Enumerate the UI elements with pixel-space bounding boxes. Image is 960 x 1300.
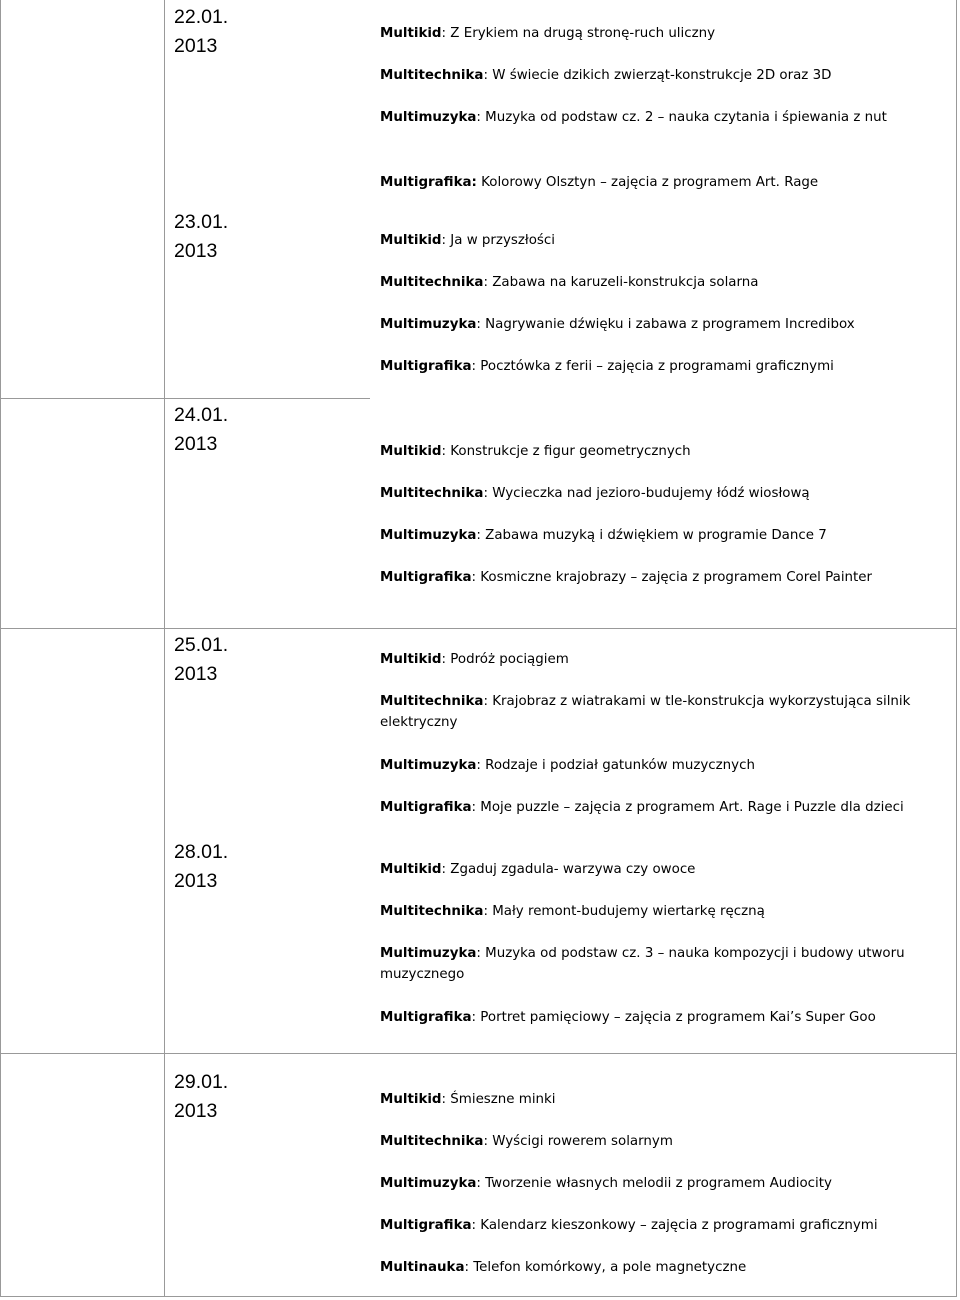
date-year: 2013 [174, 870, 218, 892]
activity-label: Multitechnika [380, 904, 484, 919]
activity-text: Kolorowy Olsztyn – zajęcia z programem Art. Rage [476, 175, 819, 190]
activity-label: Multimuzyka [380, 317, 477, 332]
activity-label: Multikid [380, 652, 442, 667]
activity-label: Multimuzyka [380, 110, 477, 125]
activity-text: : Mały remont-budujemy wiertarkę ręczną [483, 904, 765, 919]
date-day: 24.01. [174, 404, 229, 426]
activity-text: : Zabawa na karuzeli-konstrukcja solarna [483, 275, 759, 290]
activity-label: Multigrafika [380, 570, 472, 585]
activity-text: : Zabawa muzyką i dźwiękiem w programie Dance 7 [476, 528, 827, 543]
activity-label: Multigrafika [380, 1010, 472, 1025]
activity-entry [380, 567, 940, 588]
activity-text: : Rodzaje i podział gatunków muzycznych [476, 758, 755, 773]
activity-text: : Portret pamięciowy – zajęcia z programem Kai’s Super Goo [471, 1010, 876, 1025]
activity-text: : Krajobraz z wiatrakami w tle-konstrukcja wykorzystująca silnik elektryczny [380, 694, 911, 730]
activity-entry [380, 1089, 940, 1110]
activity-label: Multimuzyka [380, 528, 477, 543]
activity-entry [380, 483, 940, 504]
activity-text: : Tworzenie własnych melodii z programem Audiocity [476, 1176, 832, 1191]
activity-text: : Śmieszne minki [441, 1092, 556, 1107]
row-divider [0, 1053, 957, 1054]
activity-text: : Pocztówka z ferii – zajęcia z programami graficznymi [471, 359, 834, 374]
date-year: 2013 [174, 433, 218, 455]
activity-text: : Nagrywanie dźwięku i zabawa z programem Incredibox [476, 317, 855, 332]
activity-text: : W świecie dzikich zwierząt-konstrukcje 2D oraz 3D [483, 68, 832, 83]
activity-entry [380, 1131, 940, 1152]
activity-label: Multitechnika [380, 68, 484, 83]
activity-entry [380, 272, 940, 293]
activity-entry [380, 1173, 940, 1194]
date-day: 22.01. [174, 6, 229, 28]
activity-entry [380, 314, 940, 335]
activity-entry [380, 107, 900, 128]
date-year: 2013 [174, 663, 218, 685]
date-cell [174, 208, 274, 266]
activity-text: : Moje puzzle – zajęcia z programem Art. Rage i Puzzle dla dzieci [471, 800, 904, 815]
activity-entry [380, 1215, 940, 1236]
date-cell [174, 401, 274, 459]
activity-text: : Podróż pociągiem [441, 652, 569, 667]
activity-label: Multimuzyka [380, 1176, 477, 1191]
date-day: 25.01. [174, 634, 229, 656]
activity-label: Multikid [380, 862, 442, 877]
activity-entry [380, 859, 940, 880]
activity-label: Multigrafika [380, 1218, 472, 1233]
activity-label: Multikid [380, 444, 442, 459]
activity-text: : Muzyka od podstaw cz. 3 – nauka kompozycji i budowy utworu muzycznego [380, 946, 905, 982]
activity-entry [380, 441, 940, 462]
activity-label: Multitechnika [380, 275, 484, 290]
activity-entry [380, 23, 940, 44]
date-year: 2013 [174, 35, 218, 57]
activity-entry [380, 525, 940, 546]
activity-entry [380, 649, 940, 670]
activity-text: : Zgaduj zgadula- warzywa czy owoce [441, 862, 696, 877]
date-cell [174, 3, 274, 61]
activity-label: Multigrafika [380, 800, 472, 815]
activity-text: : Muzyka od podstaw cz. 2 – nauka czytania i śpiewania z nut [476, 110, 887, 125]
activity-text: : Kosmiczne krajobrazy – zajęcia z programem Corel Painter [471, 570, 873, 585]
activity-label: Multitechnika [380, 694, 484, 709]
activity-label: Multigrafika: [380, 175, 477, 190]
activity-label: Multitechnika [380, 486, 484, 501]
activity-text: : Ja w przyszłości [441, 233, 555, 248]
activity-text: : Telefon komórkowy, a pole magnetyczne [464, 1260, 747, 1275]
activity-label: Multimuzyka [380, 946, 477, 961]
activity-text: : Konstrukcje z figur geometrycznych [441, 444, 691, 459]
activity-entry [380, 1257, 940, 1278]
activity-text: : Wyścigi rowerem solarnym [483, 1134, 673, 1149]
activity-entry [380, 901, 940, 922]
activity-entry [380, 755, 940, 776]
activity-label: Multikid [380, 233, 442, 248]
row-divider [0, 398, 370, 399]
activity-text: : Kalendarz kieszonkowy – zajęcia z programami graficznymi [471, 1218, 878, 1233]
activity-text: : Wycieczka nad jezioro-budujemy łódź wiosłową [483, 486, 810, 501]
date-day: 23.01. [174, 211, 229, 233]
activity-label: Multimuzyka [380, 758, 477, 773]
date-cell [174, 838, 274, 896]
activity-entry [380, 943, 940, 985]
date-day: 29.01. [174, 1071, 229, 1093]
activity-entry [380, 172, 940, 193]
activity-entry [380, 1007, 940, 1028]
activity-label: Multikid [380, 1092, 442, 1107]
activity-text: : Z Erykiem na drugą stronę-ruch uliczny [441, 26, 716, 41]
activity-label: Multikid [380, 26, 442, 41]
date-cell [174, 1068, 274, 1126]
row-divider [0, 628, 957, 629]
activity-label: Multitechnika [380, 1134, 484, 1149]
date-year: 2013 [174, 240, 218, 262]
activity-entry [380, 691, 940, 733]
date-day: 28.01. [174, 841, 229, 863]
activity-entry [380, 797, 940, 818]
activity-entry [380, 356, 940, 377]
date-column [0, 0, 165, 1297]
date-cell [174, 631, 274, 689]
date-year: 2013 [174, 1100, 218, 1122]
activity-entry [380, 65, 940, 86]
activity-label: Multigrafika [380, 359, 472, 374]
activity-label: Multinauka [380, 1260, 465, 1275]
activity-entry [380, 230, 940, 251]
